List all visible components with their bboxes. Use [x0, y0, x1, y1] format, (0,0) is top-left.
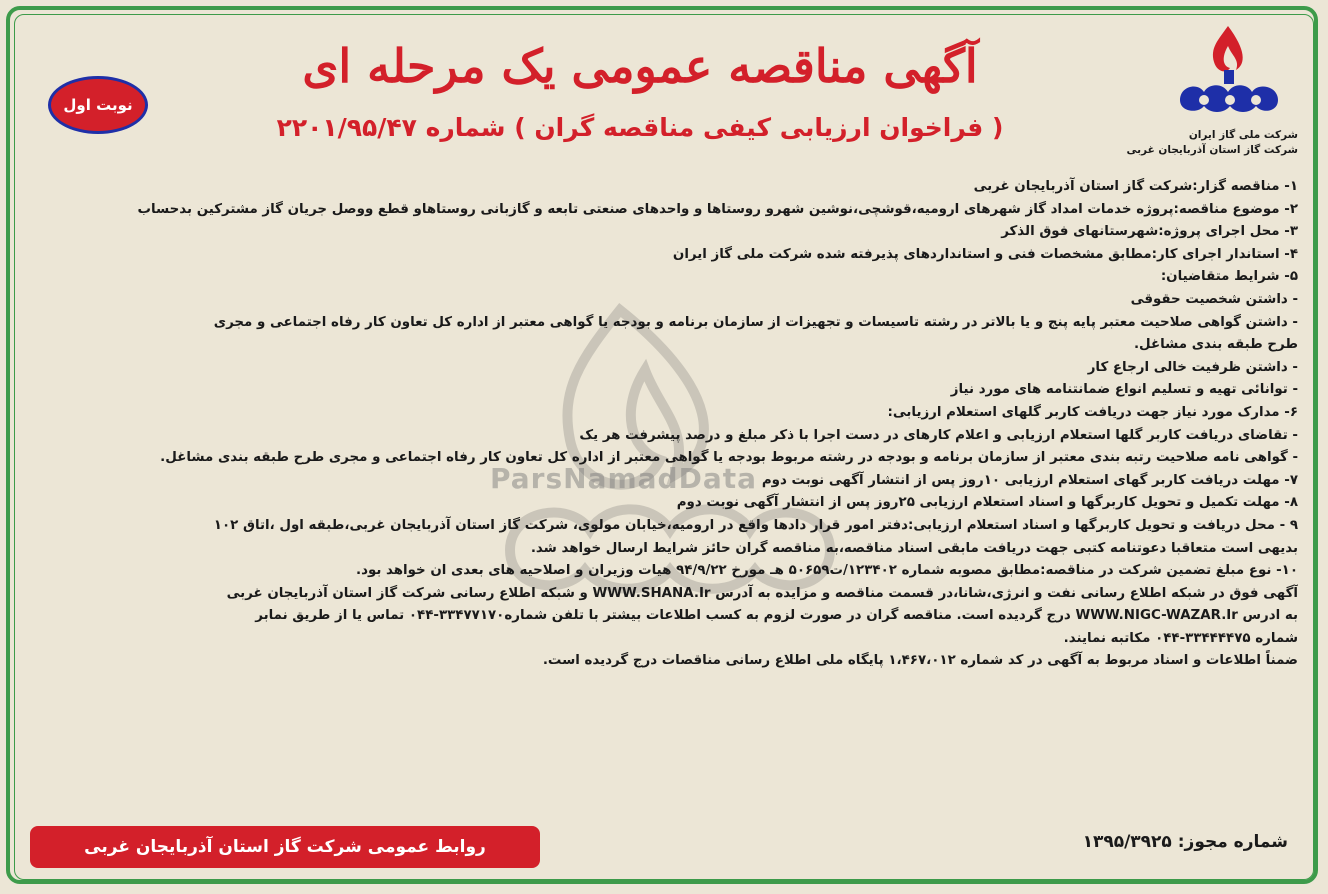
body-line: ۲- موضوع مناقصه:پروژه خدمات امداد گاز شهرهای ارومیه،قوشچی،نوشین شهرو روستاها و واحدهای صنعتی تابعه و گازبانی روستاهاو قطع ووصل جریان گاز مشترکین بدحساب [137, 201, 1298, 217]
body-line: شماره ۳۳۴۴۴۴۷۵-۰۴۴ مکاتبه نمایند. [1063, 630, 1298, 646]
company-name [1108, 128, 1298, 158]
page-subtitle: ( فراخوان ارزیابی کیفی مناقصه گران ) شماره ۲۲۰۱/۹۵/۴۷ [276, 113, 1004, 142]
body-line: ۹ - محل دریافت و تحویل کاربرگها و اسناد استعلام ارزیابی:دفتر امور قرار دادها واقع در ارومیه،خیابان مولوی، شرکت گاز استان آذربایجان غربی،طبقه اول ،اتاق ۱۰۲ [213, 517, 1298, 533]
announcement-body [30, 176, 1298, 673]
body-line: - تقاضای دریافت کاربر گلها استعلام ارزیابی و اعلام کارهای در دست اجرا با ذکر مبلغ و درصد پیشرفت هر یک [579, 427, 1298, 443]
body-line: - داشتن ظرفیت خالی ارجاع کار [1087, 359, 1298, 375]
body-line: - توانائی تهیه و تسلیم انواع ضمانتنامه های مورد نیاز [950, 382, 1298, 398]
body-line: ضمناً اطلاعات و اسناد مربوط به آگهی در کد شماره ۱،۴۶۷،۰۱۲ پایگاه ملی اطلاع رسانی مناقصات درج گردیده است. [542, 653, 1298, 669]
body-line: ۷- مهلت دریافت کاربر گهای استعلام ارزیابی ۱۰روز پس از انتشار آگهی نوبت دوم [761, 472, 1298, 488]
body-line: - گواهی نامه صلاحیت رتبه بندی معتبر از سازمان برنامه و بودجه در رشته مربوط بودجه یا گواهی معتبر از اداره کل تعاون کار رفاه اجتماعی و مجری طرح طبقه بندی مشاغل. [160, 450, 1298, 466]
public-relations-label: روابط عمومی شرکت گاز استان آذربایجان غربی [84, 837, 486, 857]
body-line: ۱- مناقصه گزار:شرکت گاز استان آذربایجان غربی [973, 179, 1298, 194]
body-line: ۵- شرایط متقاضیان: [1160, 269, 1298, 285]
company-line-2: شرکت گاز استان آذربایجان غربی [1126, 144, 1298, 156]
body-line: ۸- مهلت تکمیل و تحویل کاربرگها و اسناد استعلام ارزیابی ۲۵روز پس از انتشار آگهی نوبت دوم [676, 495, 1298, 511]
watermark-text: ParsNamadData [490, 462, 757, 495]
body-line: - داشتن گواهی صلاحیت معتبر پایه پنج و یا بالاتر در رشته تاسیسات و تجهیزات از سازمان برنامه و بودجه یا گواهی معتبر از اداره کل تعاون کار رفاه اجتماعی و مجری [213, 314, 1298, 330]
page-title: آگهی مناقصه عمومی یک مرحله ای [302, 39, 978, 93]
body-line: ۶- مدارک مورد نیاز جهت دریافت کاربر گلهای استعلام ارزیابی: [887, 404, 1298, 420]
company-line-1: شرکت ملی گاز ایران [1188, 129, 1298, 141]
round-badge: نوبت اول [48, 76, 148, 134]
body-line: به ادرس WWW.NIGC-WAZAR.Ir درج گردیده است. مناقصه گران در صورت لزوم به کسب اطلاعات بیشتر با تلفن شماره۳۳۴۷۷۱۷۰-۰۴۴ تماس یا از طریق نمابر [255, 608, 1298, 624]
public-relations-banner [30, 826, 540, 868]
permit-number: شماره مجوز: ۱۳۹۵/۳۹۲۵ [1082, 832, 1288, 852]
body-line: طرح طبقه بندی مشاغل. [1133, 337, 1298, 353]
body-line: - داشتن شخصیت حقوقی [1130, 291, 1298, 307]
body-line: ۳- محل اجرای پروژه:شهرستانهای فوق الذکر [1001, 224, 1298, 240]
body-line: آگهی فوق در شبکه اطلاع رسانی نفت و انرژی،شانا،در قسمت مناقصه و مزایده به آدرس WWW.SHANA.Ir و شبکه اطلاع رسانی شرکت گاز استان آذربایجان غربی [226, 585, 1298, 601]
nigc-logo [1170, 22, 1290, 120]
body-line: بدیهی است متعاقبا دعوتنامه کتبی جهت دریافت مابقی اسناد مناقصه،به مناقصه گران حائز شرایط ارسال خواهد شد. [530, 540, 1298, 556]
body-line: ۴- استاندار اجرای کار:مطابق مشخصات فنی و استانداردهای پذیرفته شده شرکت ملی گاز ایران [672, 246, 1298, 262]
body-line: ۱۰- نوع مبلغ تضمین شرکت در مناقصه:مطابق مصوبه شماره ۱۲۳۴۰۲/ت۵۰۶۵۹ هـ مورخ ۹۴/۹/۲۲ هیات وزیران و اصلاحیه های بعدی ان خواهد بود. [355, 563, 1298, 579]
